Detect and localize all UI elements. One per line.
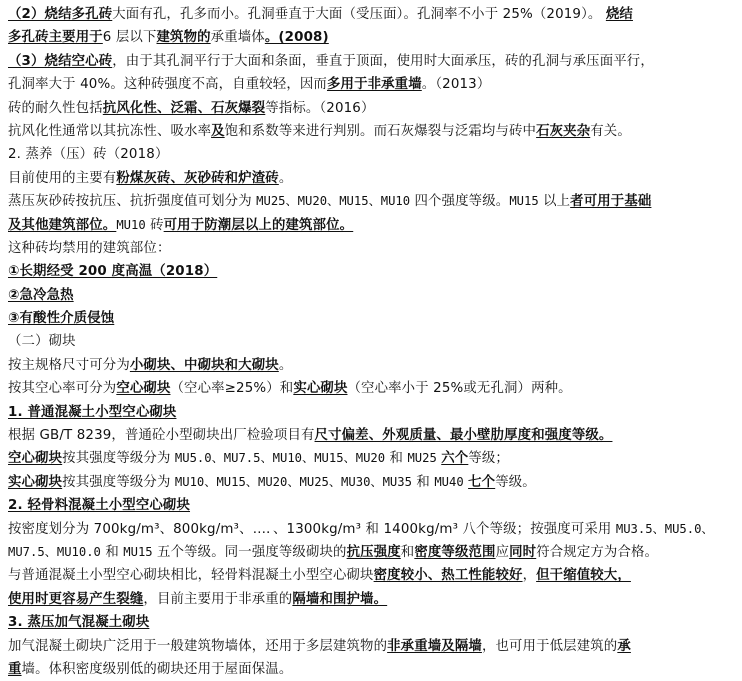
emphasis-text: 密度较小、热工性能较好 — [373, 568, 523, 584]
body-text: 蒸压灰砂砖按抗压、抗折强度值可划分为 — [8, 194, 257, 210]
body-text: ，也可用于低层建筑的 — [481, 638, 618, 654]
document-body — [8, 3, 742, 681]
emphasis-text: 2. 轻骨料混凝土小型空心砌块 — [8, 498, 191, 514]
body-text: ，由于其孔洞平行于大面和条面，垂直于顶面，使用时大面承压，砖的孔洞与承压面平行， — [112, 53, 654, 69]
text-line — [8, 447, 742, 470]
emphasis-text: 六个 — [441, 451, 469, 467]
body-text: 墙。体积密度级别低的砌块还用于屋面保温。 — [21, 661, 293, 677]
body-text: MU15 — [123, 544, 153, 559]
text-line — [8, 73, 742, 96]
body-text: MU10、MU15、MU20、MU25、MU30、MU35 — [174, 474, 412, 489]
body-text: 承重墙体 — [210, 30, 265, 46]
body-text: MU5.0、MU7.5、MU10、MU15、MU20 — [174, 451, 386, 466]
emphasis-text: 1. 普通混凝土小型空心砌块 — [8, 404, 177, 420]
emphasis-text: 者可用于基础 — [570, 194, 652, 210]
body-text: MU25 — [407, 451, 437, 466]
body-text: 四个强度等级。 — [410, 194, 510, 210]
body-text: （空心率小于 25%或无孔洞）两种。 — [347, 381, 572, 397]
text-line — [8, 214, 742, 237]
body-text: 砖的耐久性包括 — [8, 100, 103, 116]
text-line — [8, 190, 742, 213]
text-line — [8, 471, 742, 494]
body-text: 按其空心率可分为 — [8, 381, 117, 397]
text-line — [8, 518, 742, 541]
text-line — [8, 588, 742, 611]
emphasis-text: 石灰夹杂 — [536, 123, 591, 139]
body-text: 五个等级。同一强度等级砌块的 — [152, 544, 347, 560]
body-text: 等指标。（2016） — [265, 100, 375, 116]
body-text: MU25、MU20、MU15、MU10 — [256, 194, 411, 209]
text-line — [8, 3, 742, 26]
body-text: 。（2013） — [421, 77, 491, 93]
emphasis-text: 抗压强度 — [346, 544, 401, 560]
body-text: 应 — [495, 544, 510, 560]
emphasis-text: 多孔砖主要用于 — [8, 30, 103, 46]
body-text: （空心率≥25%）和 — [170, 381, 294, 397]
emphasis-text: 小砌块、中砌块和大砌块 — [129, 357, 279, 373]
emphasis-text: 隔墙和围护墙。 — [292, 591, 388, 607]
body-text: 有关。 — [590, 123, 631, 139]
text-line — [8, 97, 742, 120]
emphasis-text: 七个 — [468, 474, 496, 490]
emphasis-text: 3. 蒸压加气混凝土砌块 — [8, 615, 150, 631]
body-text: MU15 — [509, 194, 539, 209]
body-text: 按主规格尺寸可分为 — [8, 357, 130, 373]
emphasis-text: 可用于防潮层以上的建筑部位。 — [163, 217, 354, 233]
text-line — [8, 401, 742, 424]
emphasis-text: 及其他建筑部位。 — [8, 217, 117, 233]
emphasis-text: 非承重墙及隔墙 — [387, 638, 482, 654]
text-line — [8, 50, 742, 73]
emphasis-text: 但干缩值较大， — [536, 568, 631, 584]
body-text: 根据 GB/T 8239，普通砼小型砌块出厂检验项目有 — [8, 428, 315, 444]
body-text: MU40 — [434, 474, 464, 489]
body-text: 。 — [278, 357, 293, 373]
emphasis-text: 空心砌块 — [8, 451, 63, 467]
text-line — [8, 541, 742, 564]
text-line — [8, 237, 742, 260]
body-text: ，目前主要用于非承重的 — [143, 591, 293, 607]
text-line — [8, 260, 742, 283]
emphasis-text: 烧结 — [605, 7, 633, 22]
emphasis-text: 同时 — [509, 544, 537, 560]
emphasis-text: ②急冷急热 — [8, 287, 74, 303]
text-line — [8, 494, 742, 517]
emphasis-text: 使用时更容易产生裂缝 — [8, 591, 144, 607]
body-text: 加气混凝土砌块广泛用于一般建筑物墙体，还用于多层建筑物的 — [8, 638, 388, 654]
body-text: 和 — [411, 474, 435, 490]
body-text: 目前使用的主要有 — [8, 170, 117, 186]
emphasis-text: 建筑物的 — [156, 30, 211, 46]
text-line — [8, 354, 742, 377]
body-text: （二）砌块 — [8, 334, 76, 350]
text-line — [8, 330, 742, 353]
body-text: MU10 — [116, 217, 146, 232]
body-text: 抗风化性通常以其抗冻性、吸水率 — [8, 123, 212, 139]
body-text: 大面有孔，孔多而小。孔洞垂直于大面（受压面）。孔洞率不小于 25%（2019）。 — [112, 7, 606, 22]
body-text: MU3.5、MU5.0、 — [615, 521, 714, 536]
body-text: 孔洞率大于 40%。这种砖强度不高，自重较轻，因而 — [8, 77, 327, 93]
body-text: ， — [522, 568, 537, 584]
emphasis-text: 密度等级范围 — [414, 544, 496, 560]
text-line — [8, 167, 742, 190]
emphasis-text: 抗风化性、泛霜、石灰爆裂 — [102, 100, 266, 116]
body-text: 与普通混凝土小型空心砌块相比，轻骨料混凝土小型空心砌块 — [8, 568, 374, 584]
body-text: 和 — [400, 544, 415, 560]
text-line — [8, 611, 742, 634]
body-text: 符合规定方为合格。 — [536, 544, 659, 560]
body-text: 6 层以下 — [102, 30, 157, 46]
body-text: 按密度划分为 700kg/m³、800kg/m³、…．、1300kg/m³ 和 1400kg/m³ 八个等级；按强度可采用 — [8, 521, 616, 537]
text-line — [8, 307, 742, 330]
body-text: 和 — [385, 451, 408, 467]
body-text: 按其强度等级分为 — [62, 474, 175, 490]
text-line — [8, 424, 742, 447]
emphasis-text: ③有酸性介质侵蚀 — [8, 311, 115, 327]
body-text: 等级； — [468, 451, 509, 467]
body-text: 等级。 — [495, 474, 536, 490]
text-line — [8, 284, 742, 307]
emphasis-text: 实心砌块 — [8, 474, 63, 490]
body-text: 这种砖均禁用的建筑部位： — [8, 240, 171, 256]
body-text: 砖 — [145, 217, 164, 233]
emphasis-text: 。(2008) — [264, 30, 329, 46]
emphasis-text: ①长期经受 200 度高温（2018） — [8, 264, 218, 280]
emphasis-text: 多用于非承重墙 — [326, 77, 422, 93]
text-line — [8, 377, 742, 400]
emphasis-text: 承 — [617, 638, 631, 654]
body-text: 。 — [278, 170, 293, 186]
text-line — [8, 658, 742, 681]
emphasis-text: 重 — [8, 661, 22, 677]
emphasis-text: 及 — [211, 123, 225, 139]
body-text: 和 — [100, 544, 124, 560]
body-text: 2. 蒸养（压）砖（2018） — [8, 147, 169, 163]
emphasis-text: 尺寸偏差、外观质量、最小壁肋厚度和强度等级。 — [314, 428, 613, 444]
body-text: 饱和系数等来进行判别。而石灰爆裂与泛霜均与砖中 — [224, 123, 537, 139]
emphasis-text: 实心砌块 — [293, 381, 348, 397]
emphasis-text: 粉煤灰砖、灰砂砖和炉渣砖 — [116, 170, 279, 186]
text-line — [8, 26, 742, 49]
text-line — [8, 635, 742, 658]
text-line — [8, 143, 742, 166]
text-line — [8, 564, 742, 587]
emphasis-text: （3）烧结空心砖 — [8, 53, 113, 69]
text-line — [8, 120, 742, 143]
emphasis-text: 空心砌块 — [116, 381, 171, 397]
body-text: 以上 — [538, 194, 571, 210]
emphasis-text: （2）烧结多孔砖 — [8, 7, 113, 22]
body-text: MU7.5、MU10.0 — [8, 544, 101, 559]
body-text: 按其强度等级分为 — [62, 451, 175, 467]
